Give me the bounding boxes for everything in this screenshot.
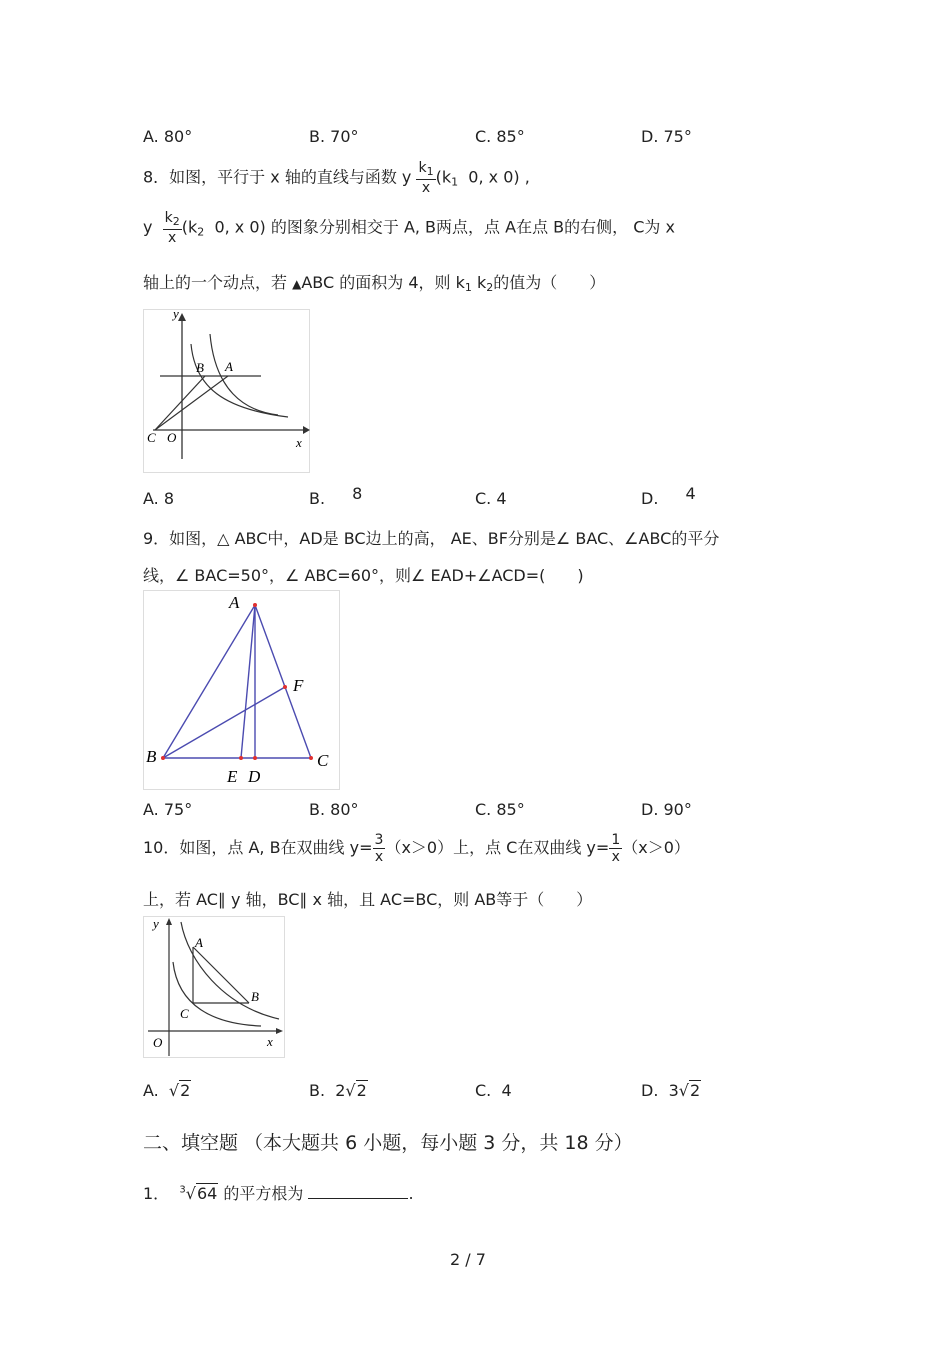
label-c: C (147, 430, 156, 445)
q10-figure (143, 916, 285, 1058)
q9-option-a: A. 75° (143, 800, 193, 819)
q9-line1: 9．如图，△ ABC中，AD是 BC边上的高， AE、BF分别是∠ BAC、∠ABC的平分 (143, 529, 720, 548)
page-number: 2 / 7 (450, 1250, 486, 1269)
label-b: B (251, 989, 259, 1004)
label-o: O (167, 430, 177, 445)
q7-option-b: B. 70° (309, 127, 359, 146)
bisector-bf (163, 687, 285, 758)
curve-k1 (191, 344, 288, 417)
triangle-icon: ▲ (292, 277, 302, 291)
label-c: C (180, 1006, 189, 1021)
q8-line1: 8．如图，平行于 x 轴的直线与函数 y $\frac{k_1}{x}$ ($k_1$ 0, x 0) , (143, 160, 530, 196)
q10-option-b: B. 2√2 (309, 1081, 367, 1100)
q9-line2: 线，∠ BAC=50°，∠ ABC=60°，则∠ EAD+∠ACD=( ) (143, 566, 584, 585)
curve-k2 (210, 334, 278, 415)
cube-root-icon: √64 (185, 1184, 218, 1203)
q8-figure (143, 309, 310, 473)
label-b: B (146, 747, 157, 766)
section-2-title: 二、填空题 （本大题共 6 小题，每小题 3 分，共 18 分） (143, 1132, 633, 1154)
sqrt-icon: √2 (678, 1081, 701, 1100)
q7-option-d: D. 75° (641, 127, 692, 146)
q8-option-d: D. 4 (641, 484, 696, 508)
label-d: D (248, 767, 261, 786)
q10-line2: 上，若 AC∥ y 轴，BC∥ x 轴，且 AC=BC，则 AB等于（ ） (143, 890, 593, 909)
label-b: B (196, 360, 204, 375)
segment-cb (155, 376, 205, 430)
label-f: F (293, 676, 304, 695)
q7-option-c: C. 85° (475, 127, 525, 146)
q10-option-a: A. √2 (143, 1081, 191, 1100)
q9-figure (143, 590, 340, 790)
q7-option-a: A. 80° (143, 127, 193, 146)
q8-frac-k2: $\frac{k_2}{x}$ (164, 210, 180, 246)
q9-option-c: C. 85° (475, 800, 525, 819)
segment-ca (155, 376, 228, 430)
q10-line1: 10．如图，点 A, B在双曲线 y= $\frac{3}{x}$ （x＞0）上，点 C在双曲线 y= $\frac{1}{x}$ （x＞0） (143, 832, 690, 866)
label-c: C (317, 751, 329, 770)
label-x: x (267, 1034, 273, 1049)
q10-frac-3x: $\frac{3}{x}$ (374, 832, 384, 866)
fill-question-1: 1． $^3$√64 的平方根为 . (143, 1184, 414, 1203)
q9-option-b: B. 80° (309, 800, 359, 819)
q8-line3: 轴上的一个动点，若 ▲ABC 的面积为 4，则 $k_1$ $k_2$的值为（ ） (143, 273, 606, 294)
sqrt-icon: √2 (345, 1081, 367, 1100)
q9-option-d: D. 90° (641, 800, 692, 819)
q8-option-c: C. 4 (475, 489, 507, 508)
label-e: E (227, 767, 238, 786)
segment-ab (193, 947, 249, 1003)
label-y: y (173, 309, 179, 321)
label-o: O (153, 1035, 163, 1050)
side-ab (163, 605, 255, 758)
q10-frac-1x: $\frac{1}{x}$ (611, 832, 621, 866)
label-a: A (225, 359, 233, 374)
q10-option-d: D. 3√2 (641, 1081, 701, 1100)
q10-option-c: C. 4 (475, 1081, 512, 1100)
q8-frac-k1: $\frac{k_1}{x}$ (418, 160, 434, 196)
label-a: A (195, 935, 203, 950)
bisector-ae (241, 605, 255, 758)
q8-line2: y $\frac{k_2}{x}$ ($k_2$ 0, x 0) 的图象分别相交于 A, B两点，点 A在点 B的右侧， C为 x (143, 210, 675, 246)
q8-option-a: A. 8 (143, 489, 175, 508)
sqrt-icon: √2 (168, 1081, 191, 1100)
answer-blank[interactable] (308, 1184, 408, 1199)
label-y: y (153, 916, 159, 931)
label-x: x (296, 435, 302, 450)
q8-option-b: B. 8 (309, 484, 363, 508)
label-a: A (229, 593, 240, 612)
